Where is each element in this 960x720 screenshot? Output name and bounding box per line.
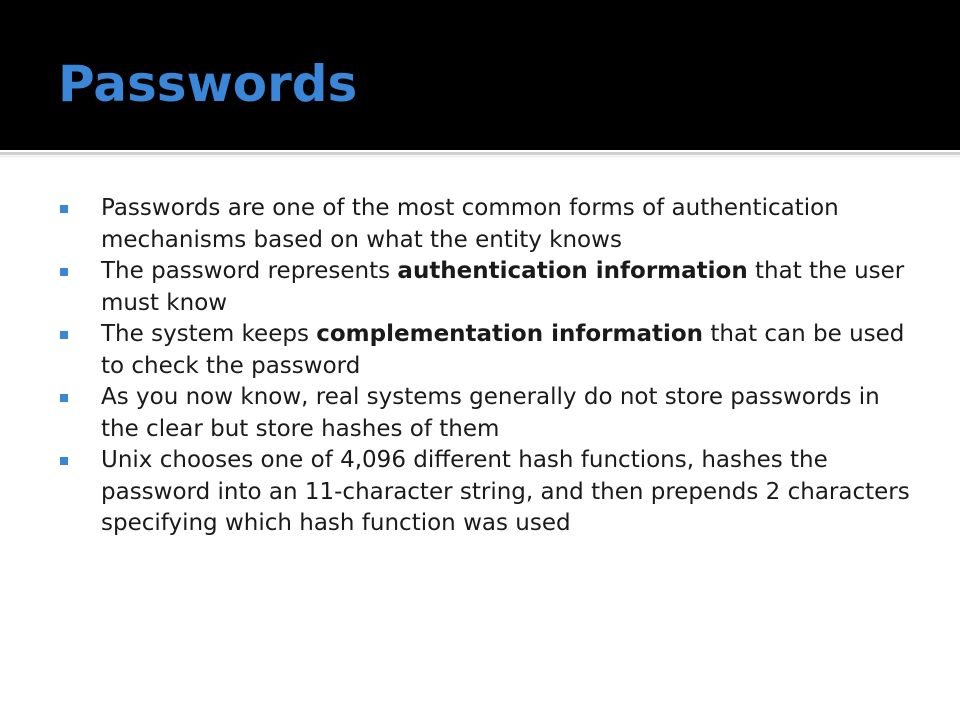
bullet-item [60,193,920,256]
bullet-text-bold: authentication information [397,258,748,284]
bullet-list [60,193,920,540]
square-bullet-icon [60,457,68,465]
bullet-item [60,445,920,540]
bullet-text-pre: The system keeps [101,321,317,347]
square-bullet-icon [60,394,68,402]
bullet-text-bold: complementation information [316,321,704,347]
title-bar [0,0,960,150]
bullet-item [60,382,920,445]
square-bullet-icon [60,268,68,276]
bullet-item [60,256,920,319]
bullet-item [60,319,920,382]
bullet-text-post: that can be used to check the password [101,321,905,379]
square-bullet-icon [60,205,68,213]
slide-title: Passwords [58,55,358,113]
bullet-text: As you now know, real systems generally do not store passwords in the clear but store hashes of them [101,384,880,442]
bullet-text: Unix chooses one of 4,096 different hash functions, hashes the password into an 11-character string, and then prepends 2 characters specifying which hash function was used [101,447,910,536]
title-divider-secondary [0,156,960,157]
bullet-text: Passwords are one of the most common forms of authentication mechanisms based on what the entity knows [101,195,839,253]
bullet-text-post: that the user must know [101,258,905,316]
bullet-text-pre: The password represents [101,258,398,284]
square-bullet-icon [60,331,68,339]
title-divider [0,152,960,155]
